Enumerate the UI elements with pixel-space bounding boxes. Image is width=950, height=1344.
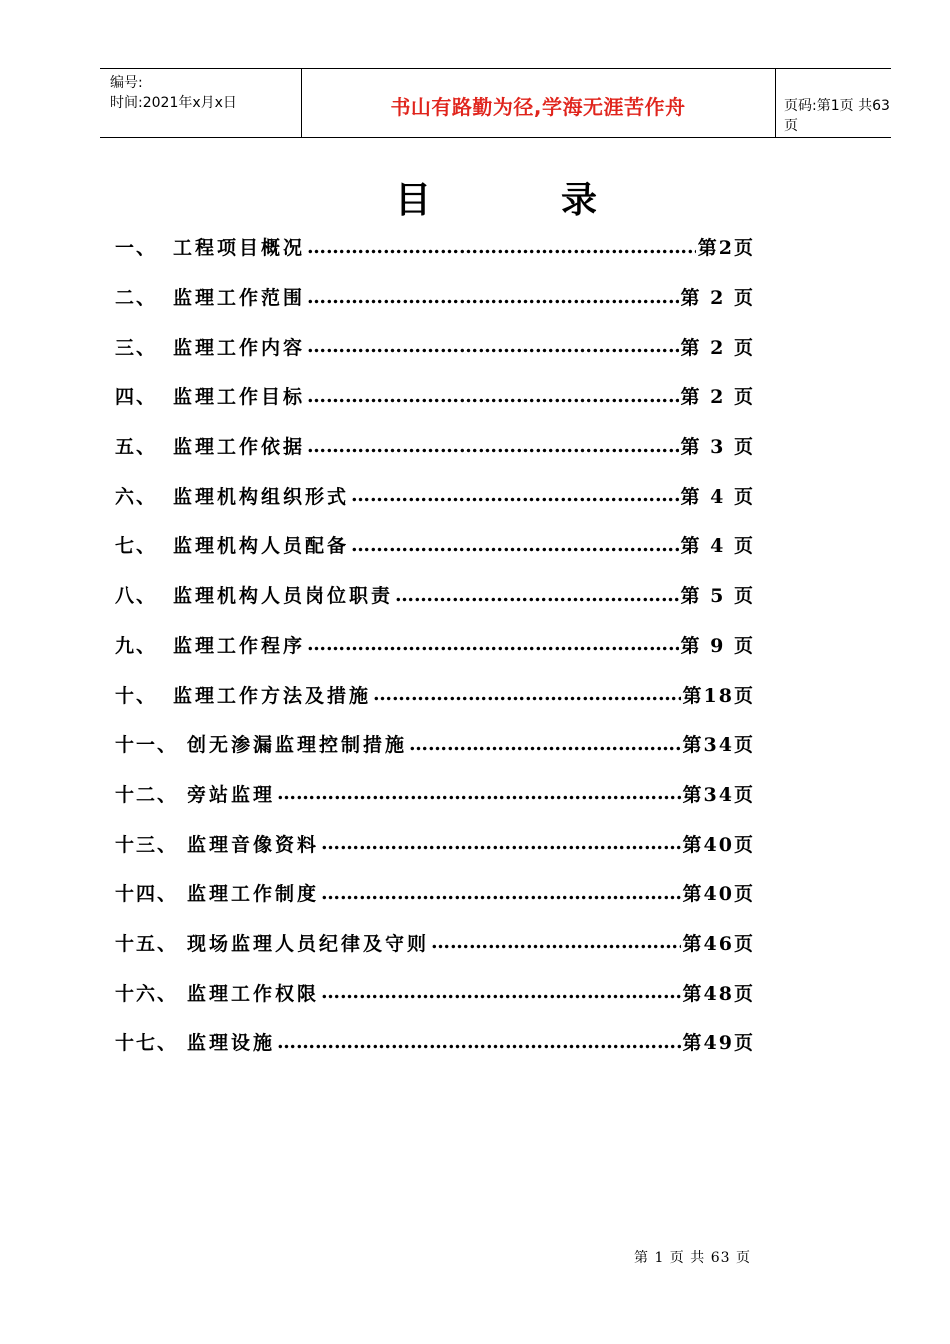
toc-item-page: 第48页: [682, 982, 755, 1005]
toc-item[interactable]: [115, 570, 755, 620]
toc-leader-dots: [307, 286, 679, 308]
toc-item-label: 监理工作依据: [173, 436, 306, 459]
toc-item-page: 第34页: [682, 783, 755, 806]
header-left-cell: [100, 69, 302, 137]
toc-item-page: 第34页: [682, 734, 755, 757]
toc-item[interactable]: [115, 222, 755, 272]
toc-item-page: 第18页: [682, 684, 755, 707]
toc-item-label: 监理工作方法及措施: [173, 684, 372, 707]
toc-item-page: 第2页: [697, 237, 755, 260]
toc-item-number: 一、: [115, 237, 158, 260]
toc-leader-dots: [307, 435, 679, 457]
toc-list: [115, 222, 755, 1067]
toc-item-label: 现场监理人员纪律及守则: [187, 932, 430, 955]
toc-item-page: 第 4 页: [680, 485, 755, 508]
toc-leader-dots: [307, 335, 679, 357]
document-number-label: 编号:: [110, 75, 143, 91]
toc-item[interactable]: [115, 371, 755, 421]
toc-leader-dots: [307, 385, 679, 407]
toc-item-label: 创无渗漏监理控制措施: [187, 734, 408, 757]
toc-item-page: 第49页: [682, 1032, 755, 1055]
toc-item-page: 第 9 页: [680, 634, 755, 657]
toc-item-label: 监理工作权限: [187, 982, 320, 1005]
toc-item-number: 八、: [115, 585, 158, 608]
toc-item-label: 监理工作制度: [187, 883, 320, 906]
header-middle-cell: [301, 69, 776, 137]
toc-item[interactable]: [115, 719, 755, 769]
toc-leader-dots: [373, 683, 681, 705]
toc-item-label: 监理工作内容: [173, 336, 306, 359]
toc-item-label: 监理工作目标: [173, 386, 306, 409]
toc-leader-dots: [395, 584, 679, 606]
toc-item-number: 三、: [115, 336, 158, 359]
toc-item[interactable]: [115, 321, 755, 371]
toc-item-page: 第 5 页: [680, 585, 755, 608]
toc-item-page: 第40页: [682, 833, 755, 856]
toc-item-page: 第 3 页: [680, 436, 755, 459]
toc-item-number: 十六、: [115, 982, 179, 1005]
toc-title: [395, 172, 597, 223]
toc-leader-dots: [431, 931, 681, 953]
toc-leader-dots: [321, 832, 681, 854]
toc-leader-dots: [321, 882, 681, 904]
toc-item-number: 七、: [115, 535, 158, 558]
toc-item[interactable]: [115, 669, 755, 719]
toc-item-number: 四、: [115, 386, 158, 409]
toc-item-label: 监理机构人员岗位职责: [173, 585, 394, 608]
header-right-cell: [775, 69, 891, 137]
toc-title-part2: 录: [561, 180, 598, 221]
toc-item-number: 六、: [115, 485, 158, 508]
toc-item-label: 监理音像资料: [187, 833, 320, 856]
toc-item[interactable]: [115, 421, 755, 471]
toc-leader-dots: [351, 534, 679, 556]
header-page-code: 页码:第1页 共63页: [784, 98, 890, 134]
toc-item[interactable]: [115, 1017, 755, 1067]
toc-leader-dots: [277, 1031, 681, 1053]
toc-item-number: 九、: [115, 634, 158, 657]
toc-item-label: 监理设施: [187, 1032, 276, 1055]
toc-item[interactable]: [115, 818, 755, 868]
toc-item-number: 十、: [115, 684, 158, 707]
toc-item-label: 监理工作范围: [173, 287, 306, 310]
document-time-label: 时间:2021年x月x日: [110, 95, 237, 111]
toc-item-label: 旁站监理: [187, 783, 276, 806]
toc-leader-dots: [321, 981, 681, 1003]
toc-item-label: 监理机构人员配备: [173, 535, 350, 558]
toc-item-page: 第 2 页: [680, 336, 755, 359]
document-header: [100, 68, 891, 138]
toc-item-number: 十四、: [115, 883, 179, 906]
toc-item-page: 第46页: [682, 932, 755, 955]
toc-item-number: 十七、: [115, 1032, 179, 1055]
toc-item-label: 监理工作程序: [173, 634, 306, 657]
toc-item-number: 十五、: [115, 932, 179, 955]
toc-item[interactable]: [115, 272, 755, 322]
toc-title-part1: 目: [395, 180, 432, 221]
toc-item-number: 二、: [115, 287, 158, 310]
toc-item[interactable]: [115, 470, 755, 520]
toc-leader-dots: [351, 484, 679, 506]
toc-item-page: 第 4 页: [680, 535, 755, 558]
toc-item-page: 第40页: [682, 883, 755, 906]
header-motto: 书山有路勤为径,学海无涯苦作舟: [390, 95, 686, 119]
toc-leader-dots: [307, 236, 696, 258]
toc-item-label: 监理机构组织形式: [173, 485, 350, 508]
toc-leader-dots: [307, 633, 679, 655]
toc-item[interactable]: [115, 520, 755, 570]
toc-item-number: 五、: [115, 436, 158, 459]
toc-item[interactable]: [115, 769, 755, 819]
toc-leader-dots: [277, 782, 681, 804]
toc-item-number: 十一、: [115, 734, 179, 757]
toc-item[interactable]: [115, 868, 755, 918]
toc-item[interactable]: [115, 918, 755, 968]
toc-item-number: 十二、: [115, 783, 179, 806]
toc-item-page: 第 2 页: [680, 386, 755, 409]
toc-leader-dots: [409, 733, 681, 755]
toc-item[interactable]: [115, 620, 755, 670]
toc-item-number: 十三、: [115, 833, 179, 856]
page-footer: 第 1 页 共 63 页: [634, 1250, 751, 1266]
toc-item[interactable]: [115, 967, 755, 1017]
toc-item-page: 第 2 页: [680, 287, 755, 310]
toc-item-label: 工程项目概况: [173, 237, 306, 260]
